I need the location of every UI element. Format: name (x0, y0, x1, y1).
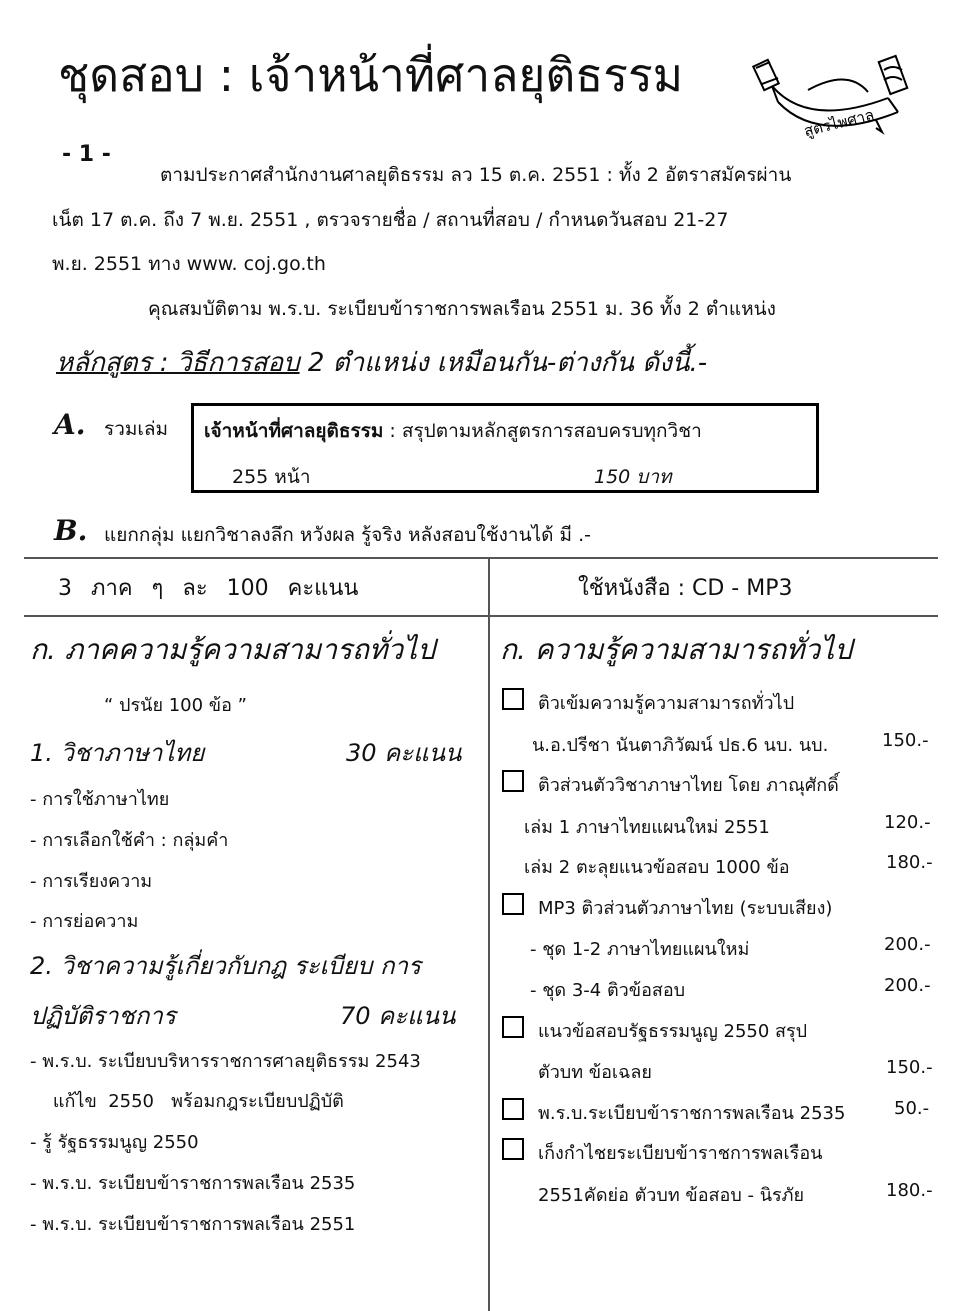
logo-text: สูตรไพศาล (802, 105, 876, 140)
box-a-desc: : สรุปตามหลักสูตรการสอบครบทุกวิชา (383, 420, 702, 442)
page-number: - 1 - (62, 142, 111, 167)
product-title: ติวเข้มความรู้ความสามารถทั่วไป (538, 693, 795, 714)
subject-2-topic: - พ.ร.บ. ระเบียบข้าราชการพลเรือน 2535 (30, 1173, 356, 1194)
product-line: เล่ม 2 ตะลุยแนวข้อสอบ 1000 ข้อ (524, 857, 790, 878)
box-a-price: 150 บาท (594, 466, 672, 488)
product-price: 200.- (884, 934, 931, 955)
exam-subtitle: “ ปรนัย 100 ข้อ ” (104, 695, 247, 716)
product-title: แนวข้อสอบรัฐธรรมนูญ 2550 สรุป (538, 1021, 808, 1042)
section-a-label: รวมเล่ม (104, 418, 169, 440)
subject-2-topic: - พ.ร.บ. ระเบียบบริหารราชการศาลยุติธรรม 2543 (30, 1051, 421, 1072)
order-checkbox[interactable] (502, 1098, 524, 1120)
product-price: 180.- (886, 1180, 933, 1201)
course-heading-underlined: หลักสูตร : วิธีการสอบ (56, 348, 300, 378)
product-price: 50.- (894, 1098, 930, 1119)
box-a-title: เจ้าหน้าที่ศาลยุติธรรม (204, 420, 384, 442)
subject-2-topic: แก้ไข 2550 พร้อมกฎระเบียบปฏิบัติ (30, 1091, 344, 1112)
document-title: ชุดสอบ : เจ้าหน้าที่ศาลยุติธรรม (58, 48, 684, 102)
subject-1-score: 30 คะแนน (346, 739, 462, 767)
product-title: เก็งกำไชยระเบียบข้าราชการพลเรือน (538, 1143, 823, 1164)
section-a-box (191, 403, 819, 493)
product-line: 2551คัดย่อ ตัวบท ข้อสอบ - นิรภัย (538, 1185, 805, 1206)
box-a-pages: 255 หน้า (232, 466, 311, 488)
scroll-logo-icon (748, 48, 918, 140)
course-heading-rest: 2 ตำแหน่ง เหมือนกัน-ต่างกัน ดังนี้.- (299, 348, 708, 378)
course-heading (56, 343, 707, 383)
product-title: MP3 ติวส่วนตัวภาษาไทย (ระบบเสียง) (538, 898, 833, 919)
product-line: - ชุด 3-4 ติวข้อสอบ (530, 980, 686, 1001)
order-checkbox[interactable] (502, 1138, 524, 1160)
table-column-divider (488, 557, 490, 1311)
intro-line-4: คุณสมบัติตาม พ.ร.บ. ระเบียบข้าราชการพลเรือน 2551 ม. 36 ทั้ง 2 ตำแหน่ง (148, 298, 776, 320)
right-column-heading: ก. ความรู้ความสามารถทั่วไป (500, 633, 853, 666)
subject-2-score: 70 คะแนน (340, 1002, 456, 1030)
subject-2-topic: - พ.ร.บ. ระเบียบข้าราชการพลเรือน 2551 (30, 1214, 356, 1235)
section-b-label: แยกกลุ่ม แยกวิชาลงลึก หวังผล รู้จริง หลังสอบใช้งานได้ มี .- (104, 524, 591, 546)
product-price: 120.- (884, 812, 931, 833)
subject-1-title: 1. วิชาภาษาไทย (30, 739, 205, 767)
product-price: 180.- (886, 852, 933, 873)
table-header-right: ใช้หนังสือ : CD - MP3 (578, 576, 793, 601)
subject-1-topic: - การเรียงความ (30, 871, 153, 892)
subject-2-title: 2. วิชาความรู้เกี่ยวกับกฎ ระเบียบ การ (30, 952, 421, 980)
table-header-border (24, 615, 938, 617)
intro-line-1: ตามประกาศสำนักงานศาลยุติธรรม ลว 15 ต.ค. 2551 : ทั้ง 2 อัตราสมัครผ่าน (160, 164, 792, 186)
intro-line-2: เน็ต 17 ต.ค. ถึง 7 พ.ย. 2551 , ตรวจรายชื่อ / สถานที่สอบ / กำหนดวันสอบ 21-27 (52, 209, 729, 231)
subject-1-topic: - การเลือกใช้คำ : กลุ่มคำ (30, 830, 229, 851)
order-checkbox[interactable] (502, 770, 524, 792)
product-title: ติวส่วนตัววิชาภาษาไทย โดย ภาณุศักดิ์ (538, 775, 839, 796)
intro-line-3: พ.ย. 2551 ทาง www. coj.go.th (52, 253, 326, 275)
product-line: - ชุด 1-2 ภาษาไทยแผนใหม่ (530, 939, 750, 960)
logo (748, 48, 918, 140)
product-price: 150.- (882, 730, 929, 751)
product-title: พ.ร.บ.ระเบียบข้าราชการพลเรือน 2535 (538, 1103, 846, 1124)
subject-2-title-cont: ปฏิบัติราชการ (30, 1002, 176, 1030)
product-line: เล่ม 1 ภาษาไทยแผนใหม่ 2551 (524, 817, 770, 838)
order-checkbox[interactable] (502, 1016, 524, 1038)
left-column-heading: ก. ภาคความรู้ความสามารถทั่วไป (30, 633, 435, 666)
subject-1-topic: - การย่อความ (30, 911, 139, 932)
product-price: 200.- (884, 975, 931, 996)
section-b-letter: B. (54, 514, 88, 547)
subject-2-topic: - รู้ รัฐธรรมนูญ 2550 (30, 1132, 199, 1153)
subject-1-topic: - การใช้ภาษาไทย (30, 789, 170, 810)
section-a-letter: A. (54, 408, 86, 441)
product-line: น.อ.ปรีชา นันตาภิวัฒน์ ปธ.6 นบ. นบ. (532, 735, 829, 756)
table-top-border (24, 557, 938, 559)
order-checkbox[interactable] (502, 688, 524, 710)
table-header-left: 3 ภาค ๆ ละ 100 คะแนน (58, 576, 359, 601)
product-line: ตัวบท ข้อเฉลย (538, 1062, 652, 1083)
product-price: 150.- (886, 1057, 933, 1078)
box-a-line1 (204, 416, 702, 446)
order-checkbox[interactable] (502, 893, 524, 915)
